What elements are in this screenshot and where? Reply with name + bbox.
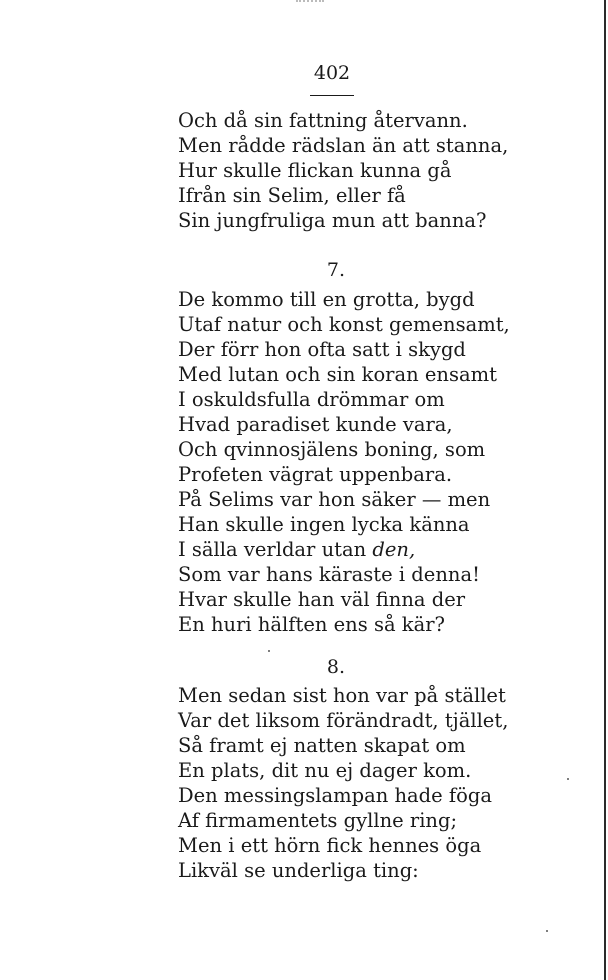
verse-line: Den messingslampan hade föga xyxy=(178,784,492,807)
verse-line: Men sedan sist hon var på stället xyxy=(178,684,506,707)
paper-speck xyxy=(268,650,270,652)
verse-line: Och qvinnosjälens boning, som xyxy=(178,438,486,461)
section-heading-8: 8. xyxy=(326,656,346,678)
page-number: 402 xyxy=(313,62,351,84)
paper-speck xyxy=(567,778,569,780)
verse-line: En huri hälften ens så kär? xyxy=(178,613,445,636)
verse-line: Med lutan och sin koran ensamt xyxy=(178,363,497,386)
verse-line: Hvar skulle han väl finna der xyxy=(178,588,466,611)
verse-line-prefix: I sälla verldar utan xyxy=(178,538,373,561)
page-edge-line xyxy=(604,0,606,980)
paper-speck xyxy=(546,930,548,932)
verse-line: Så framt ej natten skapat om xyxy=(178,734,466,757)
verse-line: Men i ett hörn fick hennes öga xyxy=(178,834,482,857)
verse-line: Ifrån sin Selim, eller få xyxy=(178,184,406,207)
verse-line: Och då sin fattning återvann. xyxy=(178,109,468,132)
verse-line: Likväl se underliga ting: xyxy=(178,859,419,882)
verse-line: I oskuldsfulla drömmar om xyxy=(178,388,445,411)
verse-line: Af firmamentets gyllne ring; xyxy=(178,809,458,832)
verse-line-mixed xyxy=(178,537,510,562)
verse-line: Som var hans käraste i denna! xyxy=(178,563,480,586)
page-number-rule xyxy=(310,95,354,96)
verse-line: Han skulle ingen lycka känna xyxy=(178,513,470,536)
verse-line: De kommo till en grotta, bygd xyxy=(178,288,475,311)
verse-line: Profeten vägrat uppenbara. xyxy=(178,463,453,486)
verse-line: En plats, dit nu ej dager kom. xyxy=(178,759,472,782)
section-8-verse xyxy=(178,683,508,883)
stanza-continued xyxy=(178,108,508,233)
verse-line: Var det liksom förändradt, tjället, xyxy=(178,709,509,732)
verse-line: Men rådde rädslan än att stanna, xyxy=(178,134,509,157)
verse-line: Sin jungfruliga mun att banna? xyxy=(178,209,487,232)
verse-line: Der förr hon ofta satt i skygd xyxy=(178,338,466,361)
section-7-verse xyxy=(178,287,510,637)
verse-line: Utaf natur och konst gemensamt, xyxy=(178,313,510,336)
verse-line: På Selims var hon säker — men xyxy=(178,488,491,511)
section-heading-7: 7. xyxy=(326,259,346,281)
verse-line: Hur skulle flickan kunna gå xyxy=(178,159,452,182)
top-edge-mark xyxy=(296,0,324,5)
verse-line-italic-word: den, xyxy=(372,538,416,561)
verse-line: Hvad paradiset kunde vara, xyxy=(178,413,453,436)
